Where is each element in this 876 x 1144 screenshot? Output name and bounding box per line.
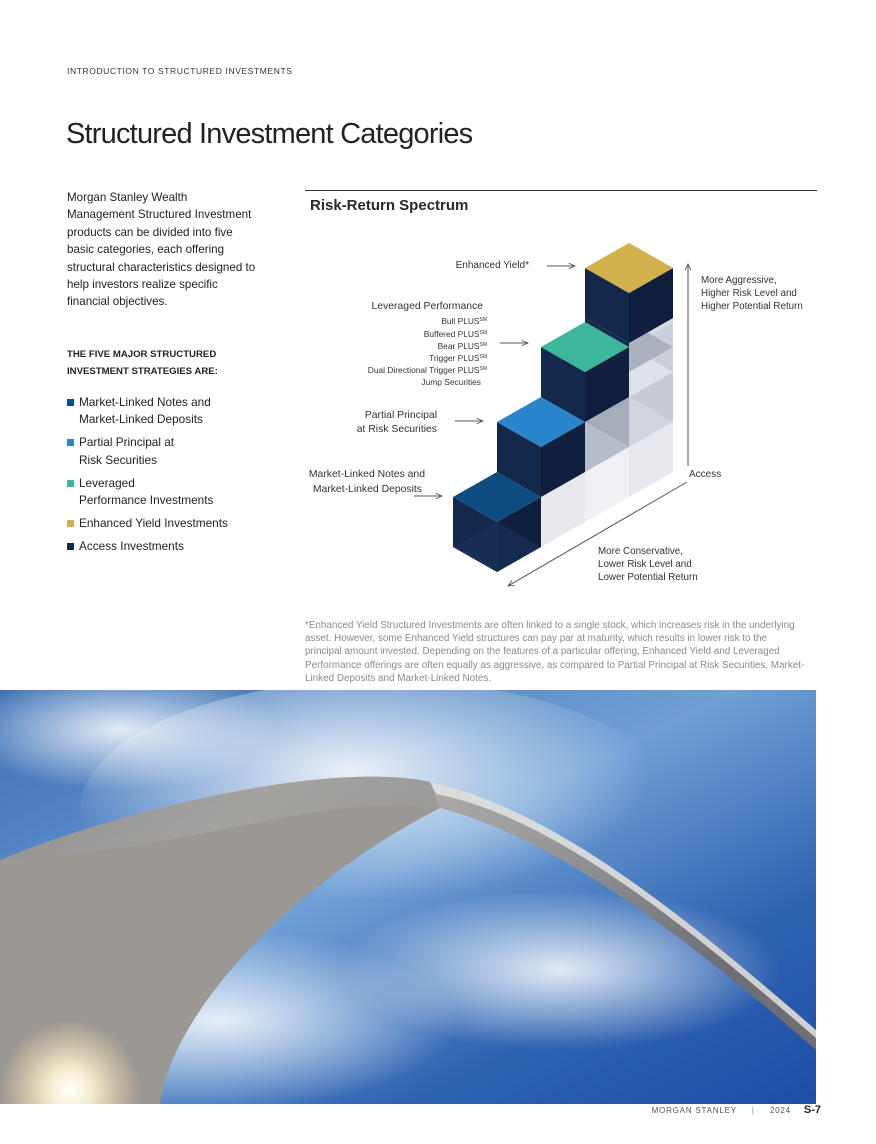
footer-brand: MORGAN STANLEY: [651, 1106, 737, 1115]
strategy-legend: [67, 394, 277, 556]
legend-swatch: [67, 439, 74, 446]
chart-title: Risk-Return Spectrum: [310, 197, 469, 214]
label-partial-2: at Risk Securities: [356, 424, 437, 435]
risk-return-spectrum-diagram: [290, 225, 820, 595]
page-number: S-7: [803, 1104, 821, 1116]
page-title: Structured Investment Categories: [66, 118, 473, 150]
legend-item-leveraged: [67, 475, 277, 509]
legend-label: Market-Linked Notes and Market-Linked Deposits: [79, 395, 211, 427]
legend-item-access: [67, 538, 277, 555]
service-mark: SM: [479, 342, 487, 348]
label-leveraged-item: [424, 329, 487, 339]
gateway-arch-photo: [0, 690, 816, 1104]
label-mln-1: Market-Linked Notes and: [308, 469, 425, 480]
leveraged-item-name: Trigger PLUS: [429, 353, 480, 363]
intro-paragraph: Morgan Stanley Wealth Management Structured Investment products can be divided into five basic categories, each offering structural characteristics designed to help investors realize specific financial objectives.: [67, 191, 256, 309]
label-partial-1: Partial Principal: [364, 410, 437, 421]
legend-label: Enhanced Yield Investments: [79, 516, 228, 531]
leveraged-item-name: Buffered PLUS: [423, 329, 480, 339]
legend-swatch: [67, 480, 74, 487]
footnote: *Enhanced Yield Structured Investments are often linked to a single stock, which increases risk in the underlying asset. However, some Enhanced Yield structures can pay par at maturity, which results in lower risk to the principal amount invested. Depending on the features of a particular offering, Enhanced Yield and Leveraged Performance offerings are often equally as aggressive, as compared to Partial Principal at Risk Securities, Market-Linked Deposits and Market-Linked Notes.: [305, 620, 805, 684]
leveraged-item-name: Bear PLUS: [437, 341, 480, 351]
leveraged-item-name: Dual Directional Trigger PLUS: [367, 365, 480, 375]
label-aggressive-3: Higher Potential Return: [701, 301, 803, 312]
legend-swatch: [67, 399, 74, 406]
footer-separator: |: [751, 1106, 755, 1115]
legend-swatch: [67, 543, 74, 550]
label-leveraged-item: [368, 365, 487, 375]
arch-photo-illustration: [0, 690, 816, 1104]
label-aggressive-2: Higher Risk Level and: [701, 288, 797, 299]
strategies-heading: THE FIVE MAJOR STRUCTURED INVESTMENT STRATEGIES ARE:: [67, 349, 218, 377]
service-mark: SM: [479, 354, 487, 360]
label-enhanced-yield: Enhanced Yield*: [455, 260, 529, 271]
legend-label: Leveraged Performance Investments: [79, 475, 214, 508]
leveraged-item-name: Bull PLUS: [441, 316, 480, 326]
label-leveraged-item: Jump Securities: [421, 377, 481, 387]
legend-item-market-linked: [67, 394, 277, 428]
service-mark: SM: [479, 330, 487, 336]
label-leveraged-item: [429, 353, 487, 363]
legend-swatch: [67, 520, 74, 527]
label-aggressive-1: More Aggressive,: [701, 275, 777, 286]
legend-item-enhanced-yield: [67, 515, 277, 532]
label-access: Access: [689, 469, 722, 480]
label-conservative-3: Lower Potential Return: [598, 572, 698, 583]
label-leveraged-title: Leveraged Performance: [371, 301, 483, 312]
running-head: INTRODUCTION TO STRUCTURED INVESTMENTS: [67, 66, 293, 76]
legend-label: Partial Principal at Risk Securities: [79, 435, 175, 467]
label-mln-2: Market-Linked Deposits: [312, 484, 422, 495]
footer-year: 2024: [769, 1106, 791, 1115]
legend-label: Access Investments: [79, 539, 184, 554]
label-leveraged-item: [438, 341, 487, 351]
chart-top-rule: [305, 190, 817, 191]
legend-item-partial-principal: [67, 434, 277, 468]
service-mark: SM: [479, 366, 487, 372]
service-mark: SM: [479, 317, 487, 323]
footer: [652, 1104, 821, 1116]
label-conservative-2: Lower Risk Level and: [598, 559, 692, 570]
label-conservative-1: More Conservative,: [598, 546, 683, 557]
label-leveraged-item: [441, 316, 487, 326]
